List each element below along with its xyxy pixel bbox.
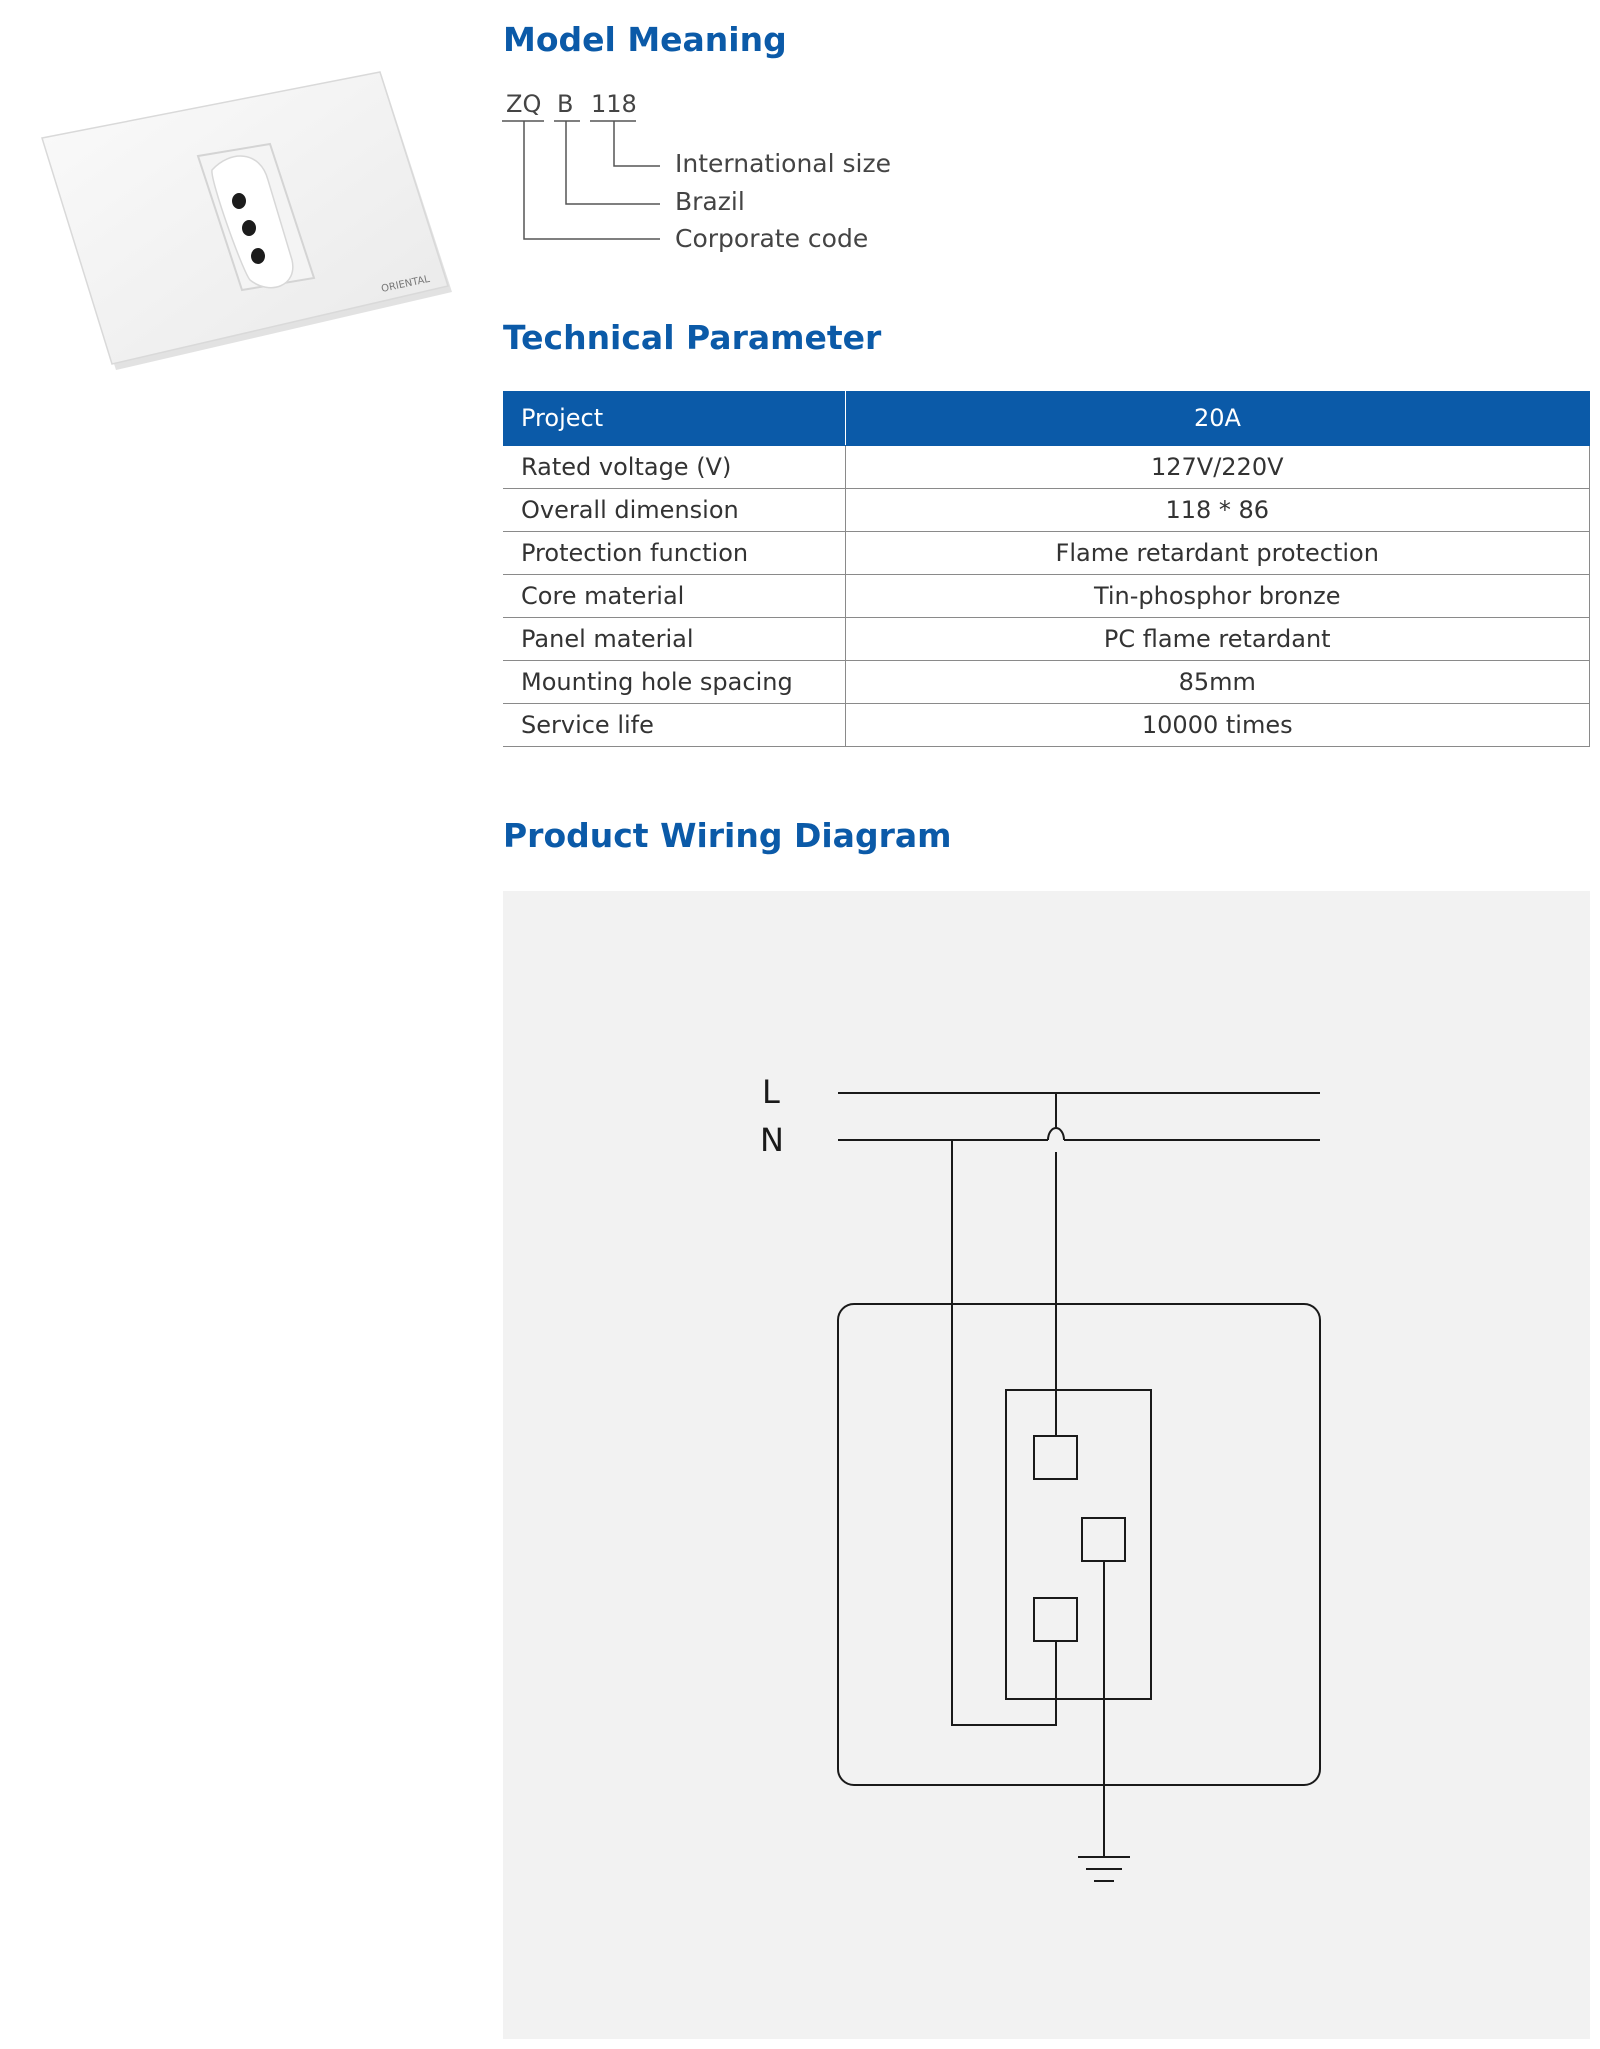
table-row — [503, 488, 1590, 531]
technical-parameter-title: Technical Parameter — [503, 318, 882, 357]
outer-plate — [838, 1304, 1320, 1785]
table-row — [503, 574, 1590, 617]
neutral-label: N — [760, 1121, 784, 1159]
code-desc-brazil: Brazil — [675, 187, 745, 216]
table-header-project: Project — [503, 391, 845, 445]
model-meaning-title: Model Meaning — [503, 20, 787, 59]
table-cell-value: Flame retardant protection — [845, 531, 1590, 574]
table-cell-label: Protection function — [503, 531, 845, 574]
brand-mark: ORIENTAL — [380, 273, 431, 295]
table-cell-label: Rated voltage (V) — [503, 445, 845, 488]
neutral-drop-wire — [952, 1140, 1056, 1725]
table-row — [503, 617, 1590, 660]
table-cell-label: Overall dimension — [503, 488, 845, 531]
model-code-leader-lines — [0, 0, 900, 260]
code-part-size: 118 — [591, 90, 637, 118]
wire-crossover-hop — [1048, 1128, 1064, 1140]
live-label: L — [762, 1073, 780, 1111]
table-cell-label: Panel material — [503, 617, 845, 660]
table-cell-value: 10000 times — [845, 703, 1590, 746]
table-row — [503, 445, 1590, 488]
code-desc-corporate-code: Corporate code — [675, 224, 869, 253]
table-cell-label: Service life — [503, 703, 845, 746]
table-cell-label: Core material — [503, 574, 845, 617]
terminal-live — [1034, 1436, 1077, 1479]
table-cell-value: PC flame retardant — [845, 617, 1590, 660]
wiring-diagram-panel — [503, 891, 1590, 2039]
table-cell-value: Tin-phosphor bronze — [845, 574, 1590, 617]
table-row — [503, 660, 1590, 703]
wiring-diagram — [503, 891, 1590, 2039]
table-cell-value: 85mm — [845, 660, 1590, 703]
table-row — [503, 703, 1590, 746]
table-row — [503, 531, 1590, 574]
table-cell-value: 127V/220V — [845, 445, 1590, 488]
code-desc-international-size: International size — [675, 149, 891, 178]
code-part-company: ZQ — [506, 90, 542, 118]
wiring-diagram-title: Product Wiring Diagram — [503, 816, 952, 855]
technical-parameter-table — [503, 391, 1590, 747]
table-cell-value: 118 * 86 — [845, 488, 1590, 531]
code-part-country: B — [557, 90, 574, 118]
table-header-rating: 20A — [845, 391, 1590, 445]
terminal-earth — [1082, 1518, 1125, 1561]
terminal-neutral — [1034, 1598, 1077, 1641]
table-header-row — [503, 391, 1590, 445]
table-cell-label: Mounting hole spacing — [503, 660, 845, 703]
socket-body — [1006, 1390, 1151, 1699]
